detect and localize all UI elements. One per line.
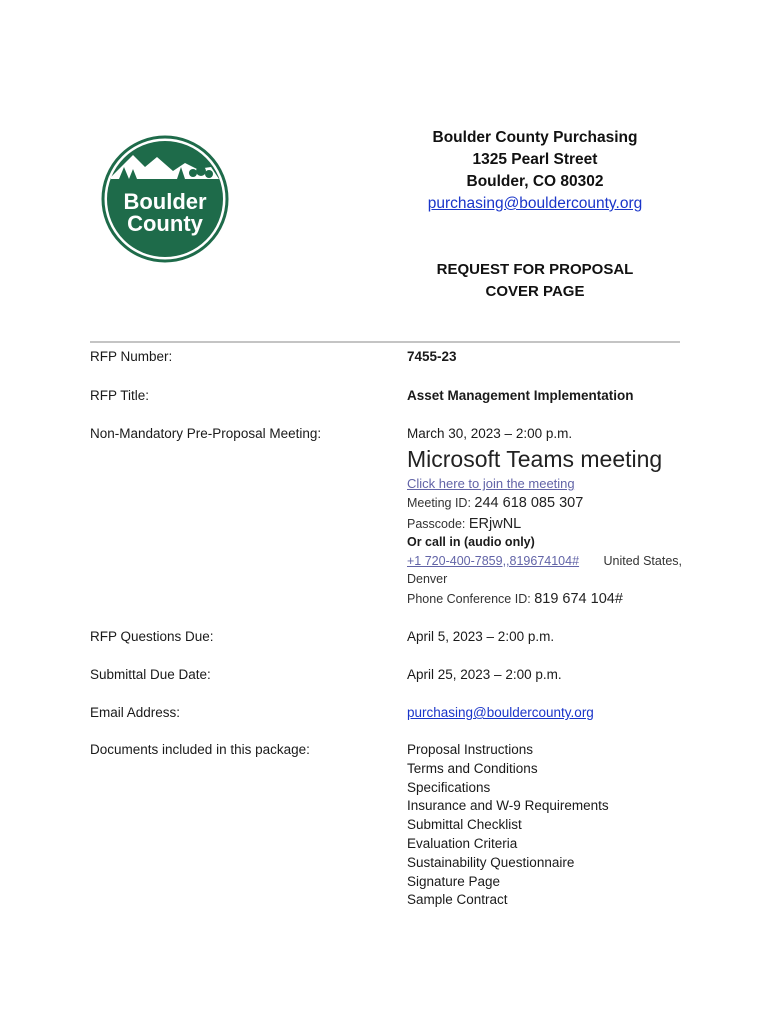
passcode-line (407, 516, 521, 532)
meeting-label: Non-Mandatory Pre-Proposal Meeting: (90, 426, 322, 441)
conference-id-line (407, 591, 623, 607)
logo-line2: County (127, 211, 203, 236)
document-item: Specifications (407, 779, 491, 795)
document-item: Submittal Checklist (407, 817, 522, 833)
document-item: Proposal Instructions (407, 742, 534, 757)
header-email-link[interactable]: purchasing@bouldercounty.org (427, 195, 643, 212)
logo-line1: Boulder (123, 189, 207, 214)
conference-id-label: Phone Conference ID: (407, 592, 531, 606)
submittal-due-value: April 25, 2023 – 2:00 p.m. (407, 667, 562, 682)
title-line-2: COVER PAGE (485, 283, 585, 300)
street-address: 1325 Pearl Street (472, 151, 598, 168)
phone-location-city: Denver (407, 572, 448, 586)
rfp-number-value: 7455-23 (407, 349, 457, 364)
document-item: Terms and Conditions (407, 760, 538, 776)
rfp-title-label: RFP Title: (90, 388, 150, 403)
email-address-link[interactable]: purchasing@bouldercounty.org (407, 705, 594, 720)
document-item: Signature Page (407, 873, 501, 889)
meeting-value: March 30, 2023 – 2:00 p.m. (407, 426, 573, 441)
boulder-county-seal-icon (93, 127, 237, 271)
teams-meeting-title: Microsoft Teams meeting (407, 446, 663, 472)
boulder-county-logo (93, 127, 237, 271)
document-item: Sustainability Questionnaire (407, 854, 575, 870)
documents-label: Documents included in this package: (90, 742, 310, 757)
document-item: Evaluation Criteria (407, 835, 518, 851)
purchasing-address (390, 127, 680, 215)
document-item: Insurance and W-9 Requirements (407, 798, 609, 814)
document-title (390, 259, 680, 303)
phone-line (407, 554, 682, 568)
phone-location: United States, (603, 554, 682, 568)
city-state-zip: Boulder, CO 80302 (466, 173, 604, 190)
meeting-id-line (407, 495, 583, 511)
title-line-1: REQUEST FOR PROPOSAL (436, 261, 634, 278)
call-in-heading: Or call in (audio only) (407, 535, 535, 549)
divider (90, 341, 680, 343)
passcode-value: ERjwNL (468, 516, 522, 532)
email-address-label: Email Address: (90, 705, 181, 720)
phone-link[interactable]: +1 720-400-7859,,819674104# (407, 554, 580, 568)
questions-due-label: RFP Questions Due: (90, 629, 214, 644)
teams-join-link[interactable]: Click here to join the meeting (407, 476, 575, 491)
rfp-number-label: RFP Number: (90, 349, 173, 364)
meeting-id-label: Meeting ID: (407, 496, 471, 510)
passcode-label: Passcode: (407, 517, 466, 531)
questions-due-value: April 5, 2023 – 2:00 p.m. (407, 629, 555, 644)
conference-id-value: 819 674 104# (534, 591, 623, 607)
documents-list (407, 741, 609, 910)
document-item: Sample Contract (407, 892, 508, 908)
meeting-id-value: 244 618 085 307 (474, 495, 584, 511)
org-name: Boulder County Purchasing (432, 129, 638, 146)
submittal-due-label: Submittal Due Date: (90, 667, 211, 682)
rfp-title-value: Asset Management Implementation (407, 388, 634, 403)
